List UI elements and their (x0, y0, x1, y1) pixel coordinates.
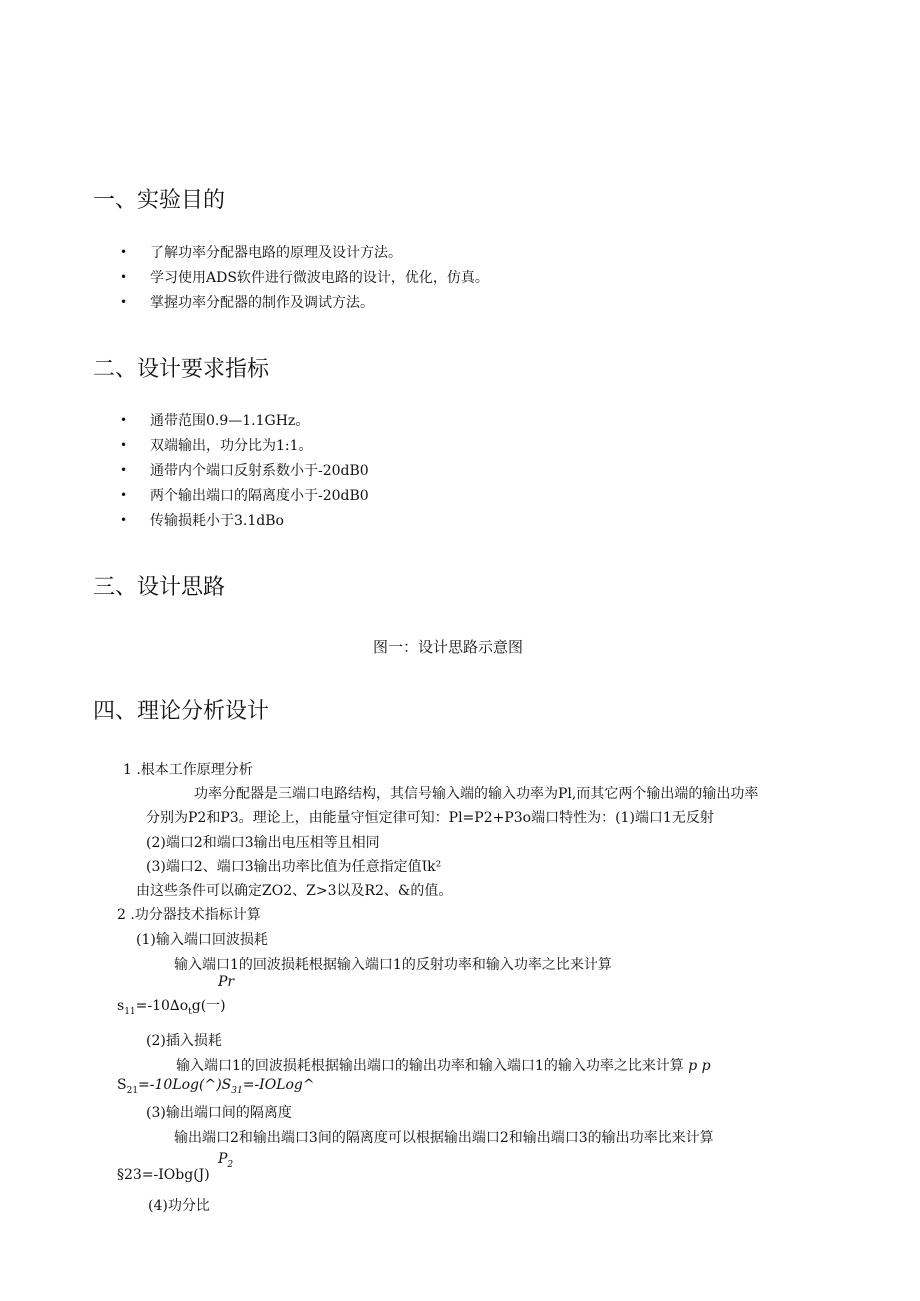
figure-caption: 图一：设计思路示意图 (373, 638, 524, 656)
list-item: 通带内个端口反射系数小于-20dB0 (150, 463, 369, 479)
metric-title: (4)功分比 (148, 1198, 210, 1214)
subsection-title-2: 2 .功分器技术指标计算 (117, 907, 261, 923)
section-heading-3: 三、设计思路 (93, 575, 226, 600)
list-item: 双端输出，功分比为1:1。 (150, 438, 313, 454)
paragraph-line: 分别为P2和P3。理论上，由能量守恒定律可知：Pl=P2+P3o端口特性为：(1)端口1无反射 (146, 810, 714, 826)
bullet: • (120, 245, 128, 259)
bullet: • (120, 270, 128, 284)
section-heading-4: 四、理论分析设计 (93, 699, 270, 724)
bullet: • (120, 438, 128, 452)
fraction-numerator: Pr (218, 974, 235, 990)
bullet: • (120, 488, 128, 502)
list-item: 了解功率分配器电路的原理及设计方法。 (150, 245, 402, 261)
section-heading-2: 二、设计要求指标 (93, 357, 270, 382)
metric-description: 输入端口1的回波损耗根据输出端口的输出功率和输入端口1的输入功率之比来计算 p p (176, 1058, 711, 1074)
paragraph-line: (2)端口2和端口3输出电压相等且相同 (146, 835, 380, 851)
list-item: 两个输出端口的隔离度小于-20dB0 (150, 488, 369, 504)
metric-title: (2)插入损耗 (146, 1033, 222, 1049)
bullet: • (120, 295, 128, 309)
paragraph-line: 由这些条件可以确定ZO2、Z>3以及R2、&的值。 (136, 883, 453, 899)
formula-s21-s31: $S_{21}=-10Log(\^{})S_{31}=-IOLog\^{}$ (117, 1077, 315, 1096)
metric-description: 输出端口2和输出端口3间的隔离度可以根据输出端口2和输出端口3的输出功率比来计算 (174, 1130, 714, 1146)
bullet: • (120, 463, 128, 477)
formula-s11: $s_{11}=-10\Delta o_tg$(一) (117, 998, 226, 1017)
section-heading-1: 一、实验目的 (93, 188, 226, 213)
bullet: • (120, 413, 128, 427)
fraction-numerator: $P_2$ (218, 1151, 234, 1170)
list-item: 掌握功率分配器的制作及调试方法。 (150, 295, 374, 311)
paragraph-line: (3)端口2、端口3输出功率比值为任意指定值Ɩk² (146, 859, 442, 875)
subsection-title-1: 1 .根本工作原理分析 (123, 762, 253, 778)
list-item: 通带范围0.9—1.1GHz。 (150, 413, 310, 429)
metric-description: 输入端口1的回波损耗根据输入端口1的反射功率和输入功率之比来计算 (174, 957, 612, 973)
list-item: 学习使用ADS软件进行微波电路的设计，优化，仿真。 (150, 270, 489, 286)
list-item: 传输损耗小于3.1dBo (150, 513, 284, 529)
paragraph-line: 功率分配器是三端口电路结构，其信号输入端的输入功率为Pl,而其它两个输出端的输出功率 (194, 786, 759, 802)
metric-title: (1)输入端口回波损耗 (136, 932, 268, 948)
formula-s23: §23=-IObg(J) (117, 1167, 210, 1183)
bullet: • (120, 513, 128, 527)
metric-title: (3)输出端口间的隔离度 (146, 1105, 292, 1121)
